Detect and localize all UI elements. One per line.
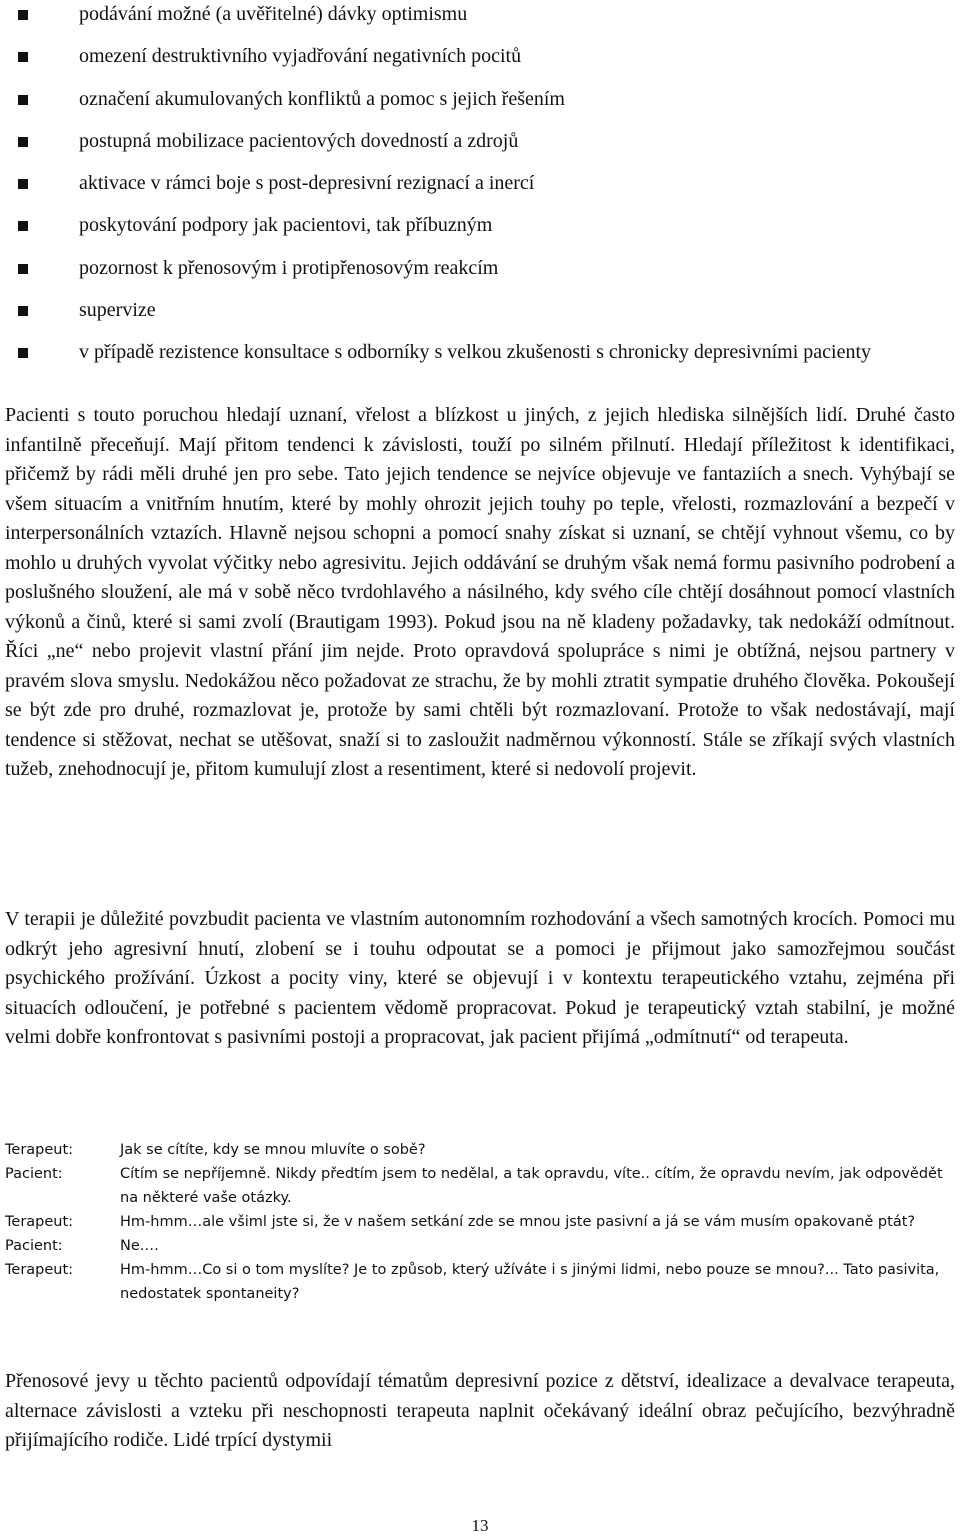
bullet-item (5, 0, 955, 30)
utterance-text: Jak se cítíte, kdy se mnou mluvíte o sobě? (120, 1142, 426, 1158)
bullet-item (5, 338, 955, 368)
speaker-label: Pacient: (5, 1166, 63, 1182)
speaker-label: Terapeut: (5, 1214, 74, 1230)
bullet-text: poskytování podpory jak pacientovi, tak příbuzným (79, 214, 493, 237)
dialogue-line (5, 1162, 955, 1210)
square-bullet-icon (18, 52, 28, 62)
body-paragraph: Přenosové jevy u těchto pacientů odpovídají tématům depresivní pozice z dětství, idealizace a devalvace terapeuta, alternace závislosti a vzteku při neschopnosti terapeuta naplnit očekávaný ideální obraz pečujícího, bezvýhradně přijímajícího rodiče. Lidé trpící dystymii (5, 1370, 955, 1451)
bullet-list (5, 0, 955, 368)
utterance-text: Ne.… (120, 1238, 159, 1254)
bullet-text: supervize (79, 299, 156, 322)
dialogue-line (5, 1234, 955, 1258)
bullet-item (5, 169, 955, 199)
bullet-item (5, 42, 955, 72)
bullet-item (5, 254, 955, 284)
speaker-label: Terapeut: (5, 1142, 74, 1158)
body-paragraph: Pacienti s touto poruchou hledají uznaní, vřelost a blízkost u jiných, z jejich hlediska silnějších lidí. Druhé často infantilně přeceňují. Mají přitom tendenci k závislosti, touží po silném přilnutí. Hledají příležitost k identifikaci, přičemž by rádi měli druhé jen pro sebe. Tato jejich tendence se nejvíce objevuje ve fantaziích a snech. Vyhýbají se všem situacím a vnitřním hnutím, které by mohly ohrozit jejich touhy po teple, vřelosti, rozmazlování a bezpečí v interpersonálních vztazích. Hlavně nejsou schopni a pomocí snahy získat si uznaní, se chtějí vyhnout všemu, co by mohlo u druhých vyvolat výčitky nebo agresivitu. Jejich oddávání se druhým však nemá formu pasivního podrobení a poslušného sloužení, ale má v sobě něco tvrdohlavého a násilného, kdy svého cíle chtějí dosáhnout pomocí vlastních výkonů a činů, které si sami zvolí (Brautigam 1993). Pokud jsou na ně kladeny požadavky, tak nedokáží odmítnout. Říci „ne“ nebo projevit vlastní přání jim nejde. Proto opravdová spolupráce s nimi je obtížná, nejsou partnery v pravém slova smyslu. Nedokážou něco požadovat ze strachu, že by mohli ztratit sympatie druhého člověka. Pokoušejí se být zde pro druhé, rozmazlovat je, protože by sami chtěli být rozmazlovaní. Protože to však nedostávají, mají tendence si stěžovat, nechat se utěšovat, snaží si to zasloužit nadměrnou výkonností. Stále se zříkají svých vlastních tužeb, znehodnocují je, přitom kumulují zlost a resentiment, které si nedovolí projevit. (5, 404, 955, 780)
bullet-text: pozornost k přenosovým i protipřenosovým reakcím (79, 256, 499, 279)
bullet-text: v případě rezistence konsultace s odborníky s velkou zkušenosti s chronicky depresivními pacienty (79, 341, 872, 364)
speaker-label: Terapeut: (5, 1262, 74, 1278)
utterance-text: Hm-hmm…ale všiml jste si, že v našem setkání zde se mnou jste pasivní a já se vám musím opakovaně ptát? (120, 1214, 916, 1230)
square-bullet-icon (18, 306, 28, 316)
dialogue-line (5, 1138, 955, 1162)
bullet-item (5, 127, 955, 157)
bullet-text: omezení destruktivního vyjadřování negativních pocitů (79, 45, 522, 68)
square-bullet-icon (18, 264, 28, 274)
body-paragraph: V terapii je důležité povzbudit pacienta ve vlastním autonomním rozhodování a všech samotných krocích. Pomoci mu odkrýt jeho agresivní hnutí, zlobení se i touhu odpoutat se a pomoci je přijmout jako samozřejmou součást psychického prožívání. Úzkost a pocity viny, které se objevují i v kontextu terapeutického vztahu, zejména při situacích odloučení, je potřebné s pacientem vědomě propracovat. Pokud je terapeutický vztah stabilní, je možné velmi dobře konfrontovat s pasivními postoji a propracovat, jak pacient přijímá „odmítnutí“ od terapeuta. (5, 908, 955, 1048)
square-bullet-icon (18, 179, 28, 189)
bullet-text: označení akumulovaných konfliktů a pomoc s jejich řešením (79, 87, 565, 110)
square-bullet-icon (18, 137, 28, 147)
dialogue-line (5, 1210, 955, 1234)
bullet-item (5, 211, 955, 241)
bullet-text: postupná mobilizace pacientových dovedností a zdrojů (79, 129, 519, 152)
utterance-text: Hm-hmm…Co si o tom myslíte? Je to způsob, který užíváte i s jinými lidmi, nebo pouze se mnou?... Tato pasivita, nedostatek spontaneity? (120, 1262, 940, 1302)
square-bullet-icon (18, 95, 28, 105)
bullet-item (5, 85, 955, 115)
therapy-dialogue (5, 1138, 955, 1306)
bullet-text: aktivace v rámci boje s post-depresivní rezignací a inercí (79, 172, 535, 195)
dialogue-line (5, 1258, 955, 1306)
utterance-text: Cítím se nepříjemně. Nikdy předtím jsem to nedělal, a tak opravdu, víte.. cítím, že opravdu nevím, jak odpovědět na některé vaše otázky. (120, 1166, 943, 1206)
square-bullet-icon (18, 348, 28, 358)
square-bullet-icon (18, 10, 28, 20)
bullet-item (5, 296, 955, 326)
speaker-label: Pacient: (5, 1238, 63, 1254)
page-number: 13 (471, 1516, 489, 1535)
square-bullet-icon (18, 221, 28, 231)
bullet-text: podávání možné (a uvěřitelné) dávky optimismu (79, 3, 468, 25)
